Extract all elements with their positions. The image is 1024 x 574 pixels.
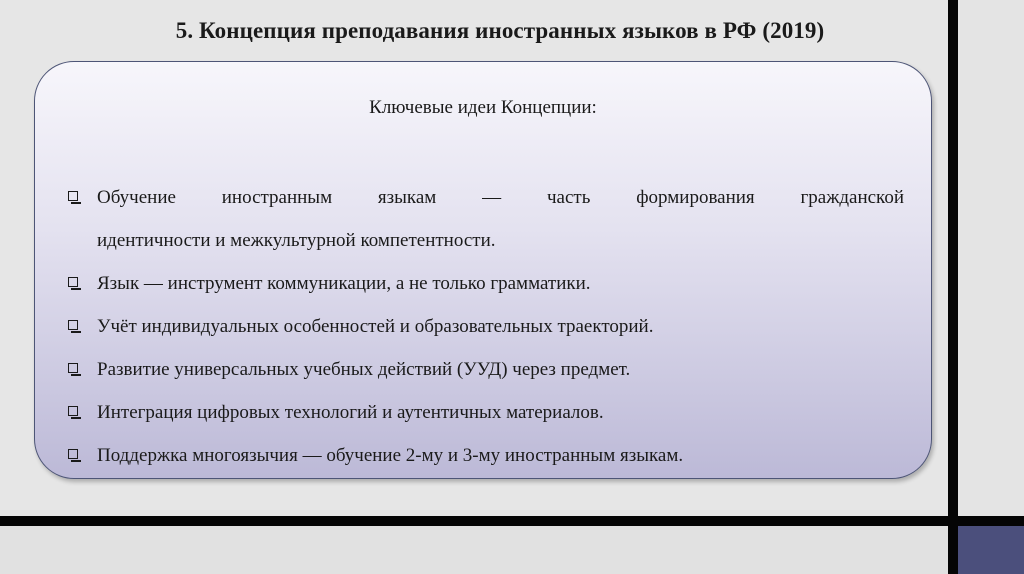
panel-subtitle: Ключевые идеи Концепции: — [369, 97, 597, 118]
checkbox-bullet-icon — [68, 363, 78, 373]
vertical-frame-bar — [948, 0, 958, 574]
list-item — [66, 176, 904, 262]
horizontal-frame-bar — [0, 516, 1024, 526]
list-item-text: Учёт индивидуальных особенностей и образовательных траекторий. — [97, 316, 654, 337]
list-item-text: Интеграция цифровых технологий и аутентичных материалов. — [97, 402, 604, 423]
checkbox-bullet-icon — [68, 320, 78, 330]
checkbox-bullet-icon — [68, 191, 78, 201]
bottom-margin-strip — [0, 526, 948, 574]
key-ideas-list — [66, 176, 904, 477]
list-item — [66, 305, 904, 348]
list-item-text: Язык — инструмент коммуникации, а не только грамматики. — [97, 273, 591, 294]
list-item — [66, 348, 904, 391]
list-item — [66, 391, 904, 434]
checkbox-bullet-icon — [68, 449, 78, 459]
list-item — [66, 262, 904, 305]
slide-title: 5. Концепция преподавания иностранных языков в РФ (2019) — [175, 18, 825, 43]
list-item-text: Развитие универсальных учебных действий (УУД) через предмет. — [97, 359, 631, 380]
corner-accent-square — [958, 526, 1024, 574]
checkbox-bullet-icon — [68, 277, 78, 287]
list-item — [66, 434, 904, 477]
list-item-text: Поддержка многоязычия — обучение 2-му и 3-му иностранным языкам. — [97, 445, 684, 466]
right-margin-strip — [958, 0, 1024, 516]
checkbox-bullet-icon — [68, 406, 78, 416]
list-item-text: идентичности и межкультурной компетентности. — [97, 230, 496, 251]
list-item-text: Обучение иностранным языкам — часть формирования гражданской — [97, 187, 904, 208]
